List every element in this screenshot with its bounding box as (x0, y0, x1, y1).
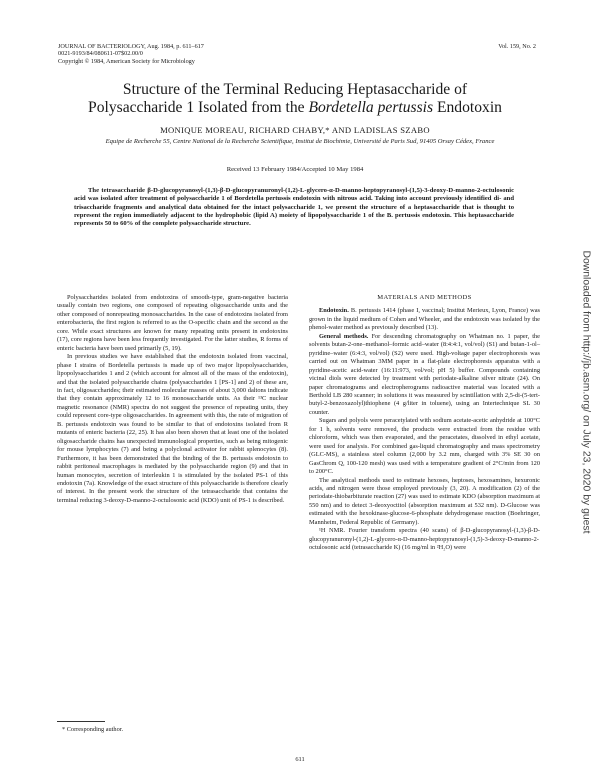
issn: 0021-9193/84/080611-07$02.00/0 (58, 50, 143, 58)
title-line-1: Structure of the Terminal Reducing Heptasaccharide of (122, 81, 468, 98)
paragraph-text: B. pertussis 1414 (phase I, vaccinal; Institut Merieux, Lyon, France) was grown in the liquid medium of Cohen and Wheeler, and the endotoxin was isolated by the phenol-water method as previously described (13). (309, 307, 540, 332)
paragraph-text: ¹H NMR. Fourier transform spectra (40 scans) of β-D-glucopyranosyl-(1,3)-β-D-glucopyranuronyl-(1,2)-L-glycero-α-D-manno-heptopyranosyl-(1,5)-3-deoxy-D-manno-2-octulosonic acid (tetrasaccharide K) (16 mg/ml in ²H₂O) were (309, 527, 540, 552)
methods-paragraph (309, 417, 540, 476)
authors: MONIQUE MOREAU, RICHARD CHABY,* AND LADISLAS SZABO (160, 125, 430, 135)
article-title (40, 81, 550, 117)
title-species: Bordetella pertussis (308, 99, 434, 116)
section-heading: MATERIALS AND METHODS (377, 294, 472, 301)
intro-paragraph-2: In previous studies we have established that the endotoxin isolated from vaccinal, phase I strains of Bordetella pertussis is made up of two major lipopolysaccharides, lipopolysaccharides 1 and 2 (which account for almost all of the mass of the endotoxin), and that the isolated polysaccharide chains (polysaccharides 1 [PS-1] and 2) of these are, in fact, oligosaccharides; their estimated molecular masses of about 3,000 daltons indicate that they contain approximately 12 to 16 monosaccharide units. As their ¹³C nuclear magnetic resonance (NMR) spectra do not suggest the presence of repeating units, they could represent core-type oligosaccharides. In agreement with this, the rate of migration of B. pertussis endotoxin was found to be similar to that of endotoxins isolated from R mutants of enteric bacteria (22, 25). It has also been shown that at least one of the isolated oligosaccharide chains has unexpected immunological properties, such as being mitogenic for mouse lymphocytes (7) and being a polyclonal activator for rabbit splenocytes (8). Furthermore, it has been demonstrated that the binding of the B. pertussis endotoxin to rabbit peritoneal macrophages is mediated by the polysaccharide region (9) and that in human monocytes, secretion of interleukin 1 is stimulated by the isolated PS-1 of this endotoxin (7a). Knowledge of the exact structure of this polysaccharide is therefore clearly of interest. In the present work the structure of the tetrasaccharide that contains the terminal reducing 3-deoxy-D-manno-2-octulosonic acid (KDO) unit of PS-1 is described. (57, 353, 288, 504)
title-line-2 (40, 99, 550, 117)
runin-heading: General methods. (319, 332, 369, 340)
methods-paragraph (309, 527, 540, 552)
paragraph-text: For descending chromatography on Whatman no. 1 paper, the solvents butan-2-one–methanol–formic acid–water (8:4:4:1, vol/vol) (S1) and butan-1-ol–pyridine–water (6:4:3, vol/vol) (S2) were used. High-voltage paper electrophoresis was carried out on Whatman 3MM paper in a flat-plate electrophoresis apparatus with a pyridine-acetic acid-water (16:11:973, vol/vol; pH 5) buffer. Compounds containing vicinal diols were detected by treatment with periodate-alkaline silver nitrate (24). On paper chromatograms and electropherograms radioactive material was located with a Berthold LB 280 scanner; in solutions it was measured by scintillation with 2,5-di-(5-tert-butyl-2-benzoxazolyl)thiophene (4 g/liter in toluene), using an Intertechnique SL 30 counter. (309, 332, 540, 416)
methods-paragraph (309, 477, 540, 528)
footnote: * Corresponding author. (62, 726, 124, 733)
title-suffix: Endotoxin (433, 99, 502, 116)
intro-paragraph-1: Polysaccharides isolated from endotoxins of smooth-type, gram-negative bacteria usually contain two regions, one composed of repeating oligosaccharide units and the other composed of nonrepeating monosaccharides. In the case of endotoxins isolated from enterobacteria, the first region is referred to as the O-specific chain and the second as the core. While exact structures are known for many repeating units present in endotoxins (17), core regions have been less frequently investigated. For the latter studies, R forms of enteric bacteria have been used primarily (5, 19). (57, 294, 288, 352)
affiliation: Equipe de Recherche 55, Centre National de la Recherche Scientifique, Institut de Biochimie, Université de Paris Sud, 91405 Orsay Cédex, France (105, 138, 495, 145)
runin-heading: Endotoxin. (319, 307, 349, 315)
right-column (309, 294, 540, 553)
abstract: The tetrasaccharide β-D-glucopyranosyl-(1,3)-β-D-glucopyranuronyl-(1,2)-L-glycero-α-D-manno-heptopyranosyl-(1,5)-3-deoxy-D-manno-2-octulosonic acid was isolated after treatment of polysaccharide 1 of Bordetella pertussis endotoxin with nitrous acid. Taking into account previously identified di- and trisaccharide fragments and analytical data obtained for the intact polysaccharide 1, we present the structure of a heptasaccharide that is thought to represent the region immediately adjacent to the hydrophobic (lipid A) moiety of lipopolysaccharide 1 of the B. pertussis endotoxin. This heptasaccharide represents 50 to 60% of the complete polysaccharide structure. (74, 187, 514, 228)
paragraph-text: The analytical methods used to estimate hexoses, heptoses, hexosamines, hexuronic acids, and nitrogen were those employed previously (3, 20). A modification (2) of the periodate-thiobarbiturate reaction (27) was used to estimate KDO (absorption maximum at 550 nm) and to detect 3-deoxyoctitol (absorption maximum at 532 nm). D-Glucose was estimated with the hexokinase-glucose-6-phosphate dehydrogenase reaction (Boehringer, Mannheim, Federal Republic of Germany). (309, 476, 540, 526)
volume-issue: Vol. 159, No. 2 (498, 43, 536, 50)
paragraph-text: Sugars and polyols were peracetylated with sodium acetate-acetic anhydride at 100°C for 1 h, solvents were removed, the products were extracted from the residue with chloroform, which was then evaporated, and the peracetates, dissolved in ethyl acetate, were used for analysis. For combined gas-liquid chromatography and mass spectrometry (GLC-MS), a stainless steel column (2,000 by 3.2 mm, charged with 3% SE 30 on GasChrom Q, 100-120 mesh) was used with a temperature gradient of 2°C/min from 120 to 200°C. (309, 417, 540, 476)
title-prefix: Polysaccharide 1 Isolated from the (88, 99, 309, 116)
journal-citation: JOURNAL OF BACTERIOLOGY, Aug. 1984, p. 611–617 (58, 43, 204, 50)
journal-header (58, 43, 318, 65)
methods-paragraph (309, 333, 540, 418)
left-column (57, 294, 288, 505)
received-date: Received 13 February 1984/Accepted 10 May 1984 (226, 166, 364, 173)
watermark-text[interactable]: Downloaded from http://jb.asm.org/ on July 23, 2020 by guest (580, 250, 592, 534)
footnote-rule (57, 721, 105, 722)
copyright: Copyright © 1984, American Society for Microbiology (58, 57, 195, 65)
page-number: 611 (295, 756, 305, 763)
methods-paragraph (309, 307, 540, 332)
